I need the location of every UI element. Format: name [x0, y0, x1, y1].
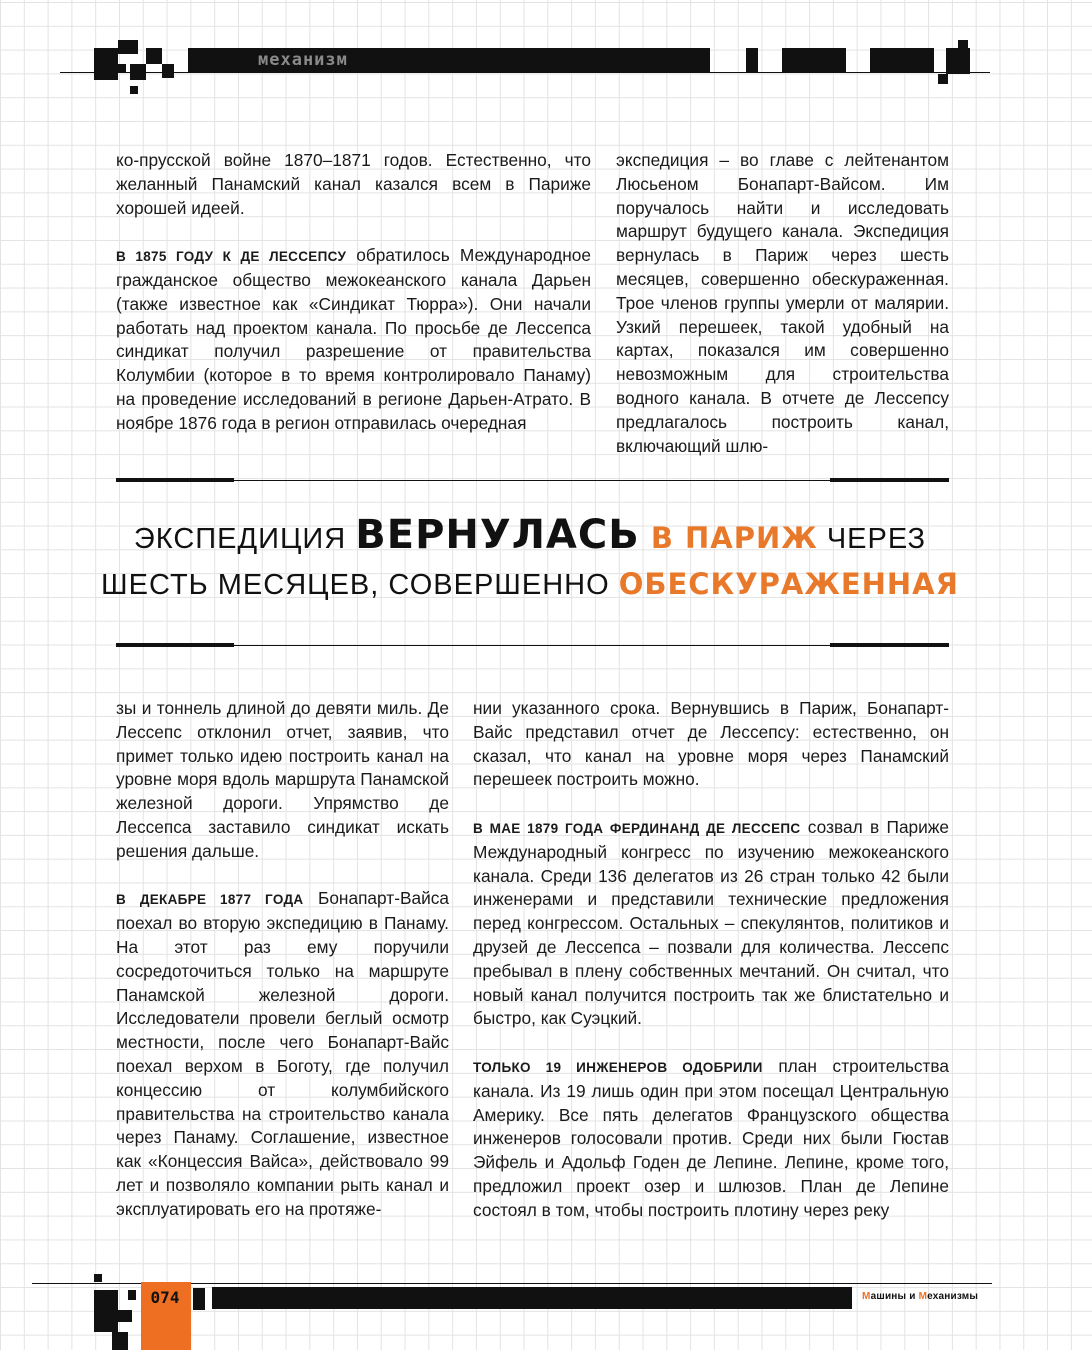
quote-rule-bottom-left-accent [116, 643, 234, 647]
footer-bar [212, 1287, 852, 1309]
quote-rule-top-left-accent [116, 478, 234, 482]
paragraph: В ДЕКАБРЕ 1877 ГОДА Бонапарт-Вайса поехал во вторую экспедицию в Панаму. На этот раз ему поручили сосредоточиться только на маршруте Панамской железной дороги. Исследователи провели беглый осмотр местности, после чего Бонапарт-Вайс поехал верхом в Боготу, где получил концессию от колумбийского правительства на строительство канала через Панаму. Соглашение, известное как «Концессия Вайса», действовало 99 лет и позволяло компании рыть канал и эксплуатировать его на протяже- [116, 888, 449, 1219]
paragraph-lead: В МАЕ 1879 ГОДА ФЕРДИНАНД ДЕ ЛЕССЕПС [473, 820, 801, 836]
quote-rule-top [116, 480, 949, 481]
paragraph: нии указанного срока. Вернувшись в Париж, Бонапарт-Вайс представил отчет де Лессепсу: естественно, он сказал, что канал на уровне моря через Панамский перешеек построить можно. [473, 698, 949, 790]
footer-square [193, 1288, 205, 1310]
paragraph: экспедиция – во главе с лейтенантом Люсьеном Бонапарт-Вайсом. Им поручалось найти и исследовать маршрут будущего канала. Экспедиция вернулась в Париж через шесть месяцев, совершенно обескураженная. Трое членов группы умерли от малярии. Узкий перешеек, такой удобный на картах, показался им совершенно невозможным для строительства водного канала. В отчете де Лессепсу предлагалось построить канал, включающий шлю- [616, 150, 949, 456]
quote-rule-bottom [116, 645, 949, 646]
header-rule [60, 72, 990, 73]
pull-quote-line-1: ЭКСПЕДИЦИЯ ВЕРНУЛАСЬ В ПАРИЖ ЧЕРЕЗ [133, 512, 927, 558]
paragraph: В 1875 ГОДУ К ДЕ ЛЕССЕПСУ обратилось Международное гражданское общество межокеанского канала Дарьен (также известное как «Синдикат Тюрра»). Они начали работать над проектом канала. По просьбе де Лессепса синдикат получил разрешение от правительства Колумбии (которое в то время контролировало Панаму) на проведение исследований в регионе Дарьен-Атрато. В ноябре 1876 года в регион отправилась очередная [116, 245, 591, 433]
quote-rule-bottom-right-accent [830, 643, 949, 647]
paragraph-lead: В 1875 ГОДУ К ДЕ ЛЕССЕПСУ [116, 249, 347, 265]
paragraph: ко-прусской войне 1870–1871 годов. Естественно, что желанный Панамский канал казался всем в Париже хорошей идеей. [116, 150, 591, 218]
paragraph: зы и тоннель длиной до девяти миль. Де Лессепс отклонил отчет, заявив, что примет только идею построить канал на уровне моря вдоль маршрута Панамской железной дороги. Упрямство де Лессепса заставило синдикат искать решения дальше. [116, 698, 449, 861]
paragraph-lead: ТОЛЬКО 19 ИНЖЕНЕРОВ ОДОБРИЛИ [473, 1059, 763, 1075]
page-number: 074 [150, 1288, 180, 1307]
paragraph: В МАЕ 1879 ГОДА ФЕРДИНАНД ДЕ ЛЕССЕПС созвал в Париже Международный конгресс по изучению межокеанского канала. Среди 136 делегатов из 26 стран только 42 были инженерами и представили технические предложения перед конгрессом. Остальных – спекулянтов, политиков и друзей де Лессепса – позвали для количества. Лессепс пребывал в плену собственных мечтаний. Он считал, что новый канал получится построить так же блистательно и быстро, как Суэцкий. [473, 816, 949, 1029]
section-label: механизм [258, 50, 348, 70]
top-left-column [116, 149, 591, 436]
top-right-column [616, 149, 949, 458]
pull-quote-line-2: ШЕСТЬ МЕСЯЦЕВ, СОВЕРШЕННО ОБЕСКУРАЖЕННАЯ [101, 567, 959, 601]
bottom-right-column [473, 697, 949, 1223]
paragraph: ТОЛЬКО 19 ИНЖЕНЕРОВ ОДОБРИЛИ план строительства канала. Из 19 лишь один при этом посещал Центральную Америку. Все пять делегатов Французского общества инженеров голосовали против. Среди них были Гюстав Эйфель и Адольф Годен де Лепине. Лепине, кроме того, предложил проект озер и шлюзов. План де Лепине состоял в том, чтобы построить плотину через реку [473, 1055, 949, 1220]
quote-rule-top-right-accent [830, 478, 949, 482]
paragraph-lead: В ДЕКАБРЕ 1877 ГОДА [116, 892, 304, 908]
magazine-brand: Машины и Механизмы [862, 1291, 979, 1302]
bottom-left-column [116, 697, 449, 1222]
